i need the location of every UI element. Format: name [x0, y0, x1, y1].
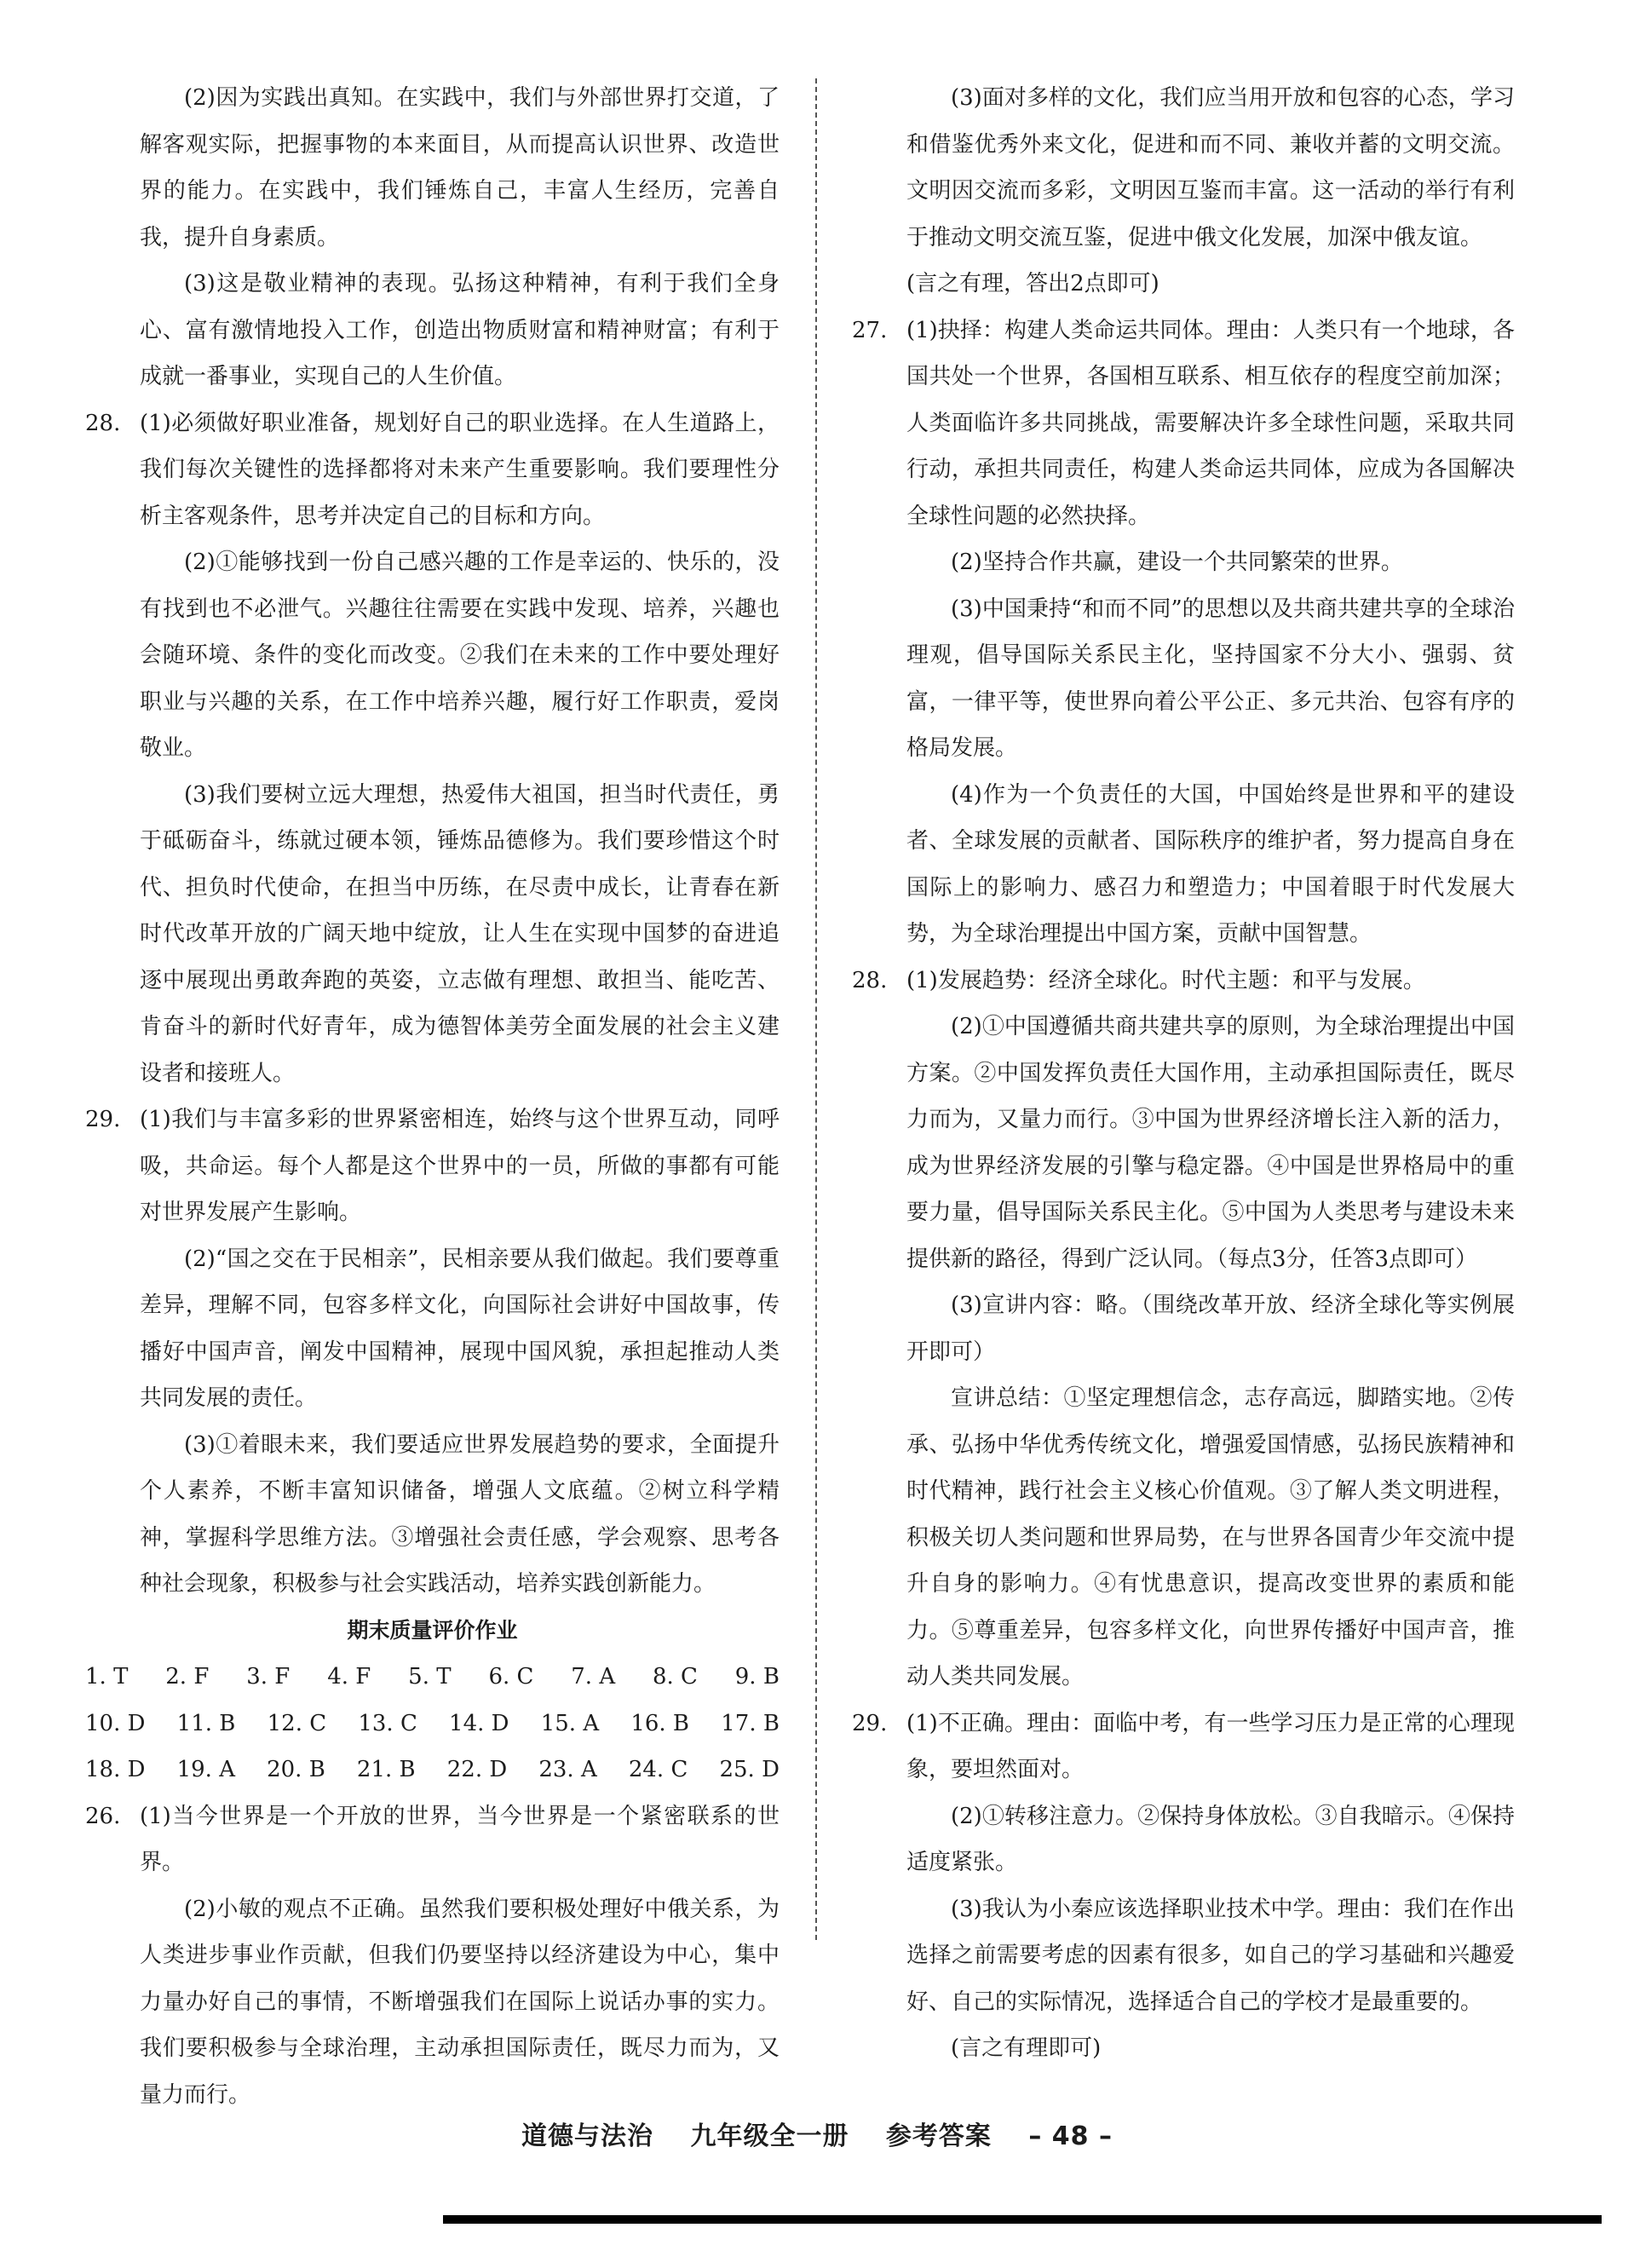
question-27-answer [852, 308, 1515, 958]
answer-paragraph: 宣讲总结：①坚定理想信念，志存高远，脚踏实地。②传承、弘扬中华优秀传统文化，增强爱国情感，弘扬民族精神和时代精神，践行社会主义核心价值观。③了解人类文明进程，积极关切人类问题和世界局势，在与世界各国青少年交流中提升自身的影响力。④有忧患意识，提高改变世界的素质和能力。⑤尊重差异，包容多样文化，向世界传播好中国声音，推动人类共同发展。 [906, 1385, 1515, 1689]
mc-row [85, 1701, 780, 1747]
answer-paragraph: (1)不正确。理由：面临中考，有一些学习压力是正常的心理现象，要坦然面对。 [906, 1710, 1515, 1782]
mc-answer: 2. F [165, 1664, 210, 1689]
mc-answer: 3. F [246, 1664, 291, 1689]
answer-paragraph: (3)这是敬业精神的表现。弘扬这种精神，有利于我们全身心、富有激情地投入工作，创造出物质财富和精神财富；有利于成就一番事业，实现自己的人生价值。 [140, 271, 780, 389]
answer-paragraph: (3)面对多样的文化，我们应当用开放和包容的心态，学习和借鉴优秀外来文化，促进和而不同、兼收并蓄的文明交流。文明因交流而多彩，文明因互鉴而丰富。这一活动的举行有利于推动文明交流互鉴，促进中俄文化发展，加深中俄友谊。 [906, 85, 1515, 250]
answer-paragraph: (3)①着眼未来，我们要适应世界发展趋势的要求，全面提升个人素养，不断丰富知识储备，增强人文底蕴。②树立科学精神，掌握科学思维方法。③增强社会责任感，学会观察、思考各种社会现象，积极参与社会实践活动，培养实践创新能力。 [140, 1431, 780, 1597]
mc-answer: 1. T [85, 1664, 129, 1689]
footer-grade: 九年级全一册 [690, 2121, 849, 2151]
mc-answer: 18. D [85, 1757, 146, 1782]
question-29-answer [852, 1701, 1515, 2072]
answer-paragraph: (1)发展趋势：经济全球化。时代主题：和平与发展。 [906, 967, 1425, 993]
mc-answer: 23. A [538, 1757, 597, 1782]
answer-paragraph: (1)我们与丰富多彩的世界紧密相连，始终与这个世界互动，同呼吸，共命运。每个人都是这个世界中的一员，所做的事都有可能对世界发展产生影响。 [140, 1107, 780, 1225]
answer-paragraph: (2)“国之交在于民相亲”，民相亲要从我们做起。我们要尊重差异，理解不同，包容多样文化，向国际社会讲好中国故事，传播好中国声音，阐发中国精神，展现中国风貌，承担起推动人类共同发展的责任。 [140, 1246, 780, 1411]
answer-paragraph: (3)宣讲内容：略。（围绕改革开放、经济全球化等实例展开即可） [906, 1292, 1515, 1365]
answer-paragraph: (3)我认为小秦应该选择职业技术中学。理由：我们在作出选择之前需要考虑的因素有很多，如自己的学习基础和兴趣爱好、自己的实际情况，选择适合自己的学校才是最重要的。 [906, 1896, 1515, 2015]
mc-answer: 15. A [540, 1710, 600, 1736]
question-28-answer [85, 400, 780, 1097]
answer-note: (言之有理即可) [951, 2035, 1102, 2061]
mc-answer: 8. C [652, 1664, 698, 1689]
question-number: 29. [852, 1710, 888, 1736]
right-column [852, 75, 1515, 2072]
mc-answer: 21. B [356, 1757, 416, 1782]
mc-answer: 12. C [267, 1710, 327, 1736]
mc-answer: 20. B [267, 1757, 325, 1782]
mc-answer: 14. D [449, 1710, 509, 1736]
page-number: – 48 – [1028, 2121, 1113, 2151]
multiple-choice-answers [85, 1654, 780, 1793]
mc-row [85, 1747, 780, 1793]
answer-paragraph: (2)因为实践出真知。在实践中，我们与外部世界打交道，了解客观实际，把握事物的本来面目，从而提高认识世界、改造世界的能力。在实践中，我们锤炼自己，丰富人生经历，完善自我，提升自身素质。 [140, 85, 780, 250]
left-column [85, 75, 780, 2118]
page-footer [0, 2115, 1634, 2152]
question-26-answer [85, 1793, 780, 2119]
mc-row [85, 1654, 780, 1701]
mc-answer: 22. D [446, 1757, 508, 1782]
question-29-answer [85, 1097, 780, 1608]
mc-answer: 19. A [176, 1757, 235, 1782]
mc-answer: 10. D [85, 1710, 146, 1736]
answer-paragraph: (2)①转移注意力。②保持身体放松。③自我暗示。④保持适度紧张。 [906, 1803, 1515, 1875]
question-number: 28. [852, 967, 888, 993]
mc-answer: 16. B [630, 1710, 690, 1736]
mc-answer: 24. C [628, 1757, 688, 1782]
answer-paragraph: (1)抉择：构建人类命运共同体。理由：人类只有一个地球，各国共处一个世界，各国相互联系、相互依存的程度空前加深；人类面临许多共同挑战，需要解决许多全球性问题，采取共同行动，承担共同责任，构建人类命运共同体，应成为各国解决全球性问题的必然抉择。 [906, 317, 1515, 529]
answer-paragraph: (3)我们要树立远大理想，热爱伟大祖国，担当时代责任，勇于砥砺奋斗，练就过硬本领，锤炼品德修为。我们要珍惜这个时代、担负时代使命，在担当中历练，在尽责中成长，让青春在新时代改革开放的广阔天地中绽放，让人生在实现中国梦的奋进追逐中展现出勇敢奔跑的英姿，立志做有理想、敢担当、能吃苦、肯奋斗的新时代好青年，成为德智体美劳全面发展的社会主义建设者和接班人。 [140, 781, 780, 1086]
answer-paragraph: (3)中国秉持“和而不同”的思想以及共商共建共享的全球治理观，倡导国际关系民主化，坚持国家不分大小、强弱、贫富，一律平等，使世界向着公平公正、多元共治、包容有序的格局发展。 [906, 596, 1515, 761]
mc-answer: 7. A [571, 1664, 616, 1689]
answer-paragraph: (2)坚持合作共赢，建设一个共同繁荣的世界。 [951, 550, 1403, 575]
mc-answer: 4. F [327, 1664, 371, 1689]
mc-answer: 17. B [721, 1710, 780, 1736]
question-number: 27. [852, 317, 888, 343]
question-number: 26. [85, 1803, 121, 1829]
mc-answer: 11. B [176, 1710, 236, 1736]
question-number: 28. [85, 410, 121, 436]
answer-paragraph: (4)作为一个负责任的大国，中国始终是世界和平的建设者、全球发展的贡献者、国际秩序的维护者，努力提高自身在国际上的影响力、感召力和塑造力；中国着眼于时代发展大势，为全球治理提出中国方案，贡献中国智慧。 [906, 781, 1515, 947]
footer-rule [443, 2215, 1602, 2224]
question-number: 29. [85, 1107, 121, 1132]
mc-answer: 9. B [734, 1664, 780, 1689]
mc-answer: 5. T [408, 1664, 452, 1689]
answer-block-continued [85, 75, 780, 400]
answer-note: (言之有理，答出2点即可) [906, 271, 1159, 296]
section-title: 期末质量评价作业 [347, 1617, 518, 1643]
answer-paragraph: (1)当今世界是一个开放的世界，当今世界是一个紧密联系的世界。 [140, 1803, 780, 1875]
mc-answer: 25. D [719, 1757, 780, 1782]
answer-paragraph: (2)①能够找到一份自己感兴趣的工作是幸运的、快乐的，没有找到也不必泄气。兴趣往往需要在实践中发现、培养，兴趣也会随环境、条件的变化而改变。②我们在未来的工作中要处理好职业与兴趣的关系，在工作中培养兴趣，履行好工作职责，爱岗敬业。 [140, 550, 780, 761]
footer-label: 参考答案 [885, 2121, 992, 2151]
question-28-answer [852, 958, 1515, 1701]
mc-answer: 6. C [488, 1664, 534, 1689]
answer-paragraph: (2)①中国遵循共商共建共享的原则，为全球治理提出中国方案。②中国发挥负责任大国作用，主动承担国际责任，既尽力而为，又量力而行。③中国为世界经济增长注入新的活力，成为世界经济发展的引擎与稳定器。④中国是世界格局中的重要力量，倡导国际关系民主化。⑤中国为人类思考与建设未来提供新的路径，得到广泛认同。（每点3分，任答3点即可） [906, 1014, 1515, 1272]
footer-subject: 道德与法治 [521, 2121, 653, 2151]
answer-paragraph: (2)小敏的观点不正确。虽然我们要积极处理好中俄关系，为人类进步事业作贡献，但我们仍要坚持以经济建设为中心，集中力量办好自己的事情，不断增强我们在国际上说话办事的实力。我们要积极参与全球治理，主动承担国际责任，既尽力而为，又量力而行。 [140, 1896, 780, 2108]
answer-block-continued [852, 75, 1515, 308]
mc-answer: 13. C [358, 1710, 417, 1736]
column-divider [815, 78, 817, 1940]
answer-paragraph: (1)必须做好职业准备，规划好自己的职业选择。在人生道路上，我们每次关键性的选择都将对未来产生重要影响。我们要理性分析主客观条件，思考并决定自己的目标和方向。 [140, 410, 780, 529]
